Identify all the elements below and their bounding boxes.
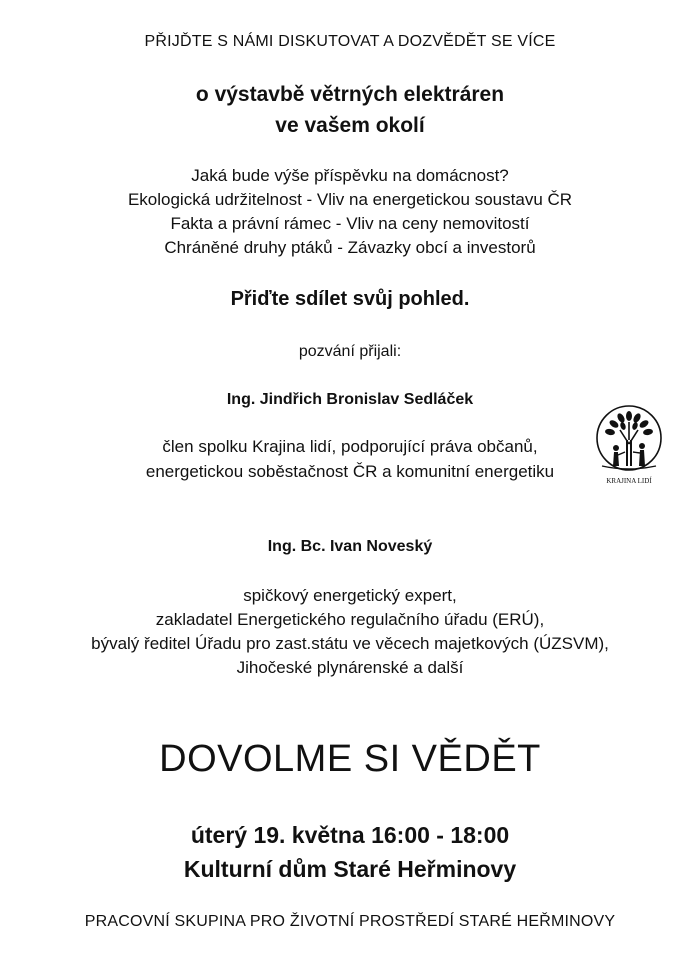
tree-people-icon	[594, 400, 664, 490]
call-to-action: Přiďte sdílet svůj pohled.	[230, 288, 470, 310]
topic-4: Chráněné druhy ptáků - Závazky obcí a investorů	[164, 238, 536, 257]
topic-2: Ekologická udržitelnost - Vliv na energetickou soustavu ČR	[127, 190, 573, 209]
event-date: úterý 19. května 16:00 - 18:00	[190, 822, 510, 848]
speaker2-desc-4: Jihočeské plynárenské a další	[236, 658, 464, 677]
invited-label: pozvání přijali:	[298, 343, 402, 360]
slogan: DOVOLME SI VĚDĚT	[159, 738, 541, 780]
krajina-lidi-logo	[594, 400, 664, 490]
invite-header: PŘIJĎTE S NÁMI DISKUTOVAT A DOZVĚDĚT SE VÍCE	[144, 33, 556, 50]
topic-3: Fakta a právní rámec - Vliv na ceny nemovitostí	[170, 214, 530, 233]
speaker2-desc-1: spičkový energetický expert,	[243, 586, 457, 605]
speaker2-desc-3: bývalý ředitel Úřadu pro zast.státu ve věcech majetkových (ÚZSVM),	[91, 634, 609, 653]
title-line-1: o výstavbě větrných elektráren	[195, 83, 505, 106]
logo-text: KRAJINA LIDÍ	[606, 477, 652, 485]
speaker2-name: Ing. Bc. Ivan Noveský	[267, 538, 433, 555]
speaker1-desc-2: energetickou soběstačnost ČR a komunitní energetiku	[145, 462, 555, 481]
title-line-2: ve vašem okolí	[275, 114, 425, 137]
speaker1-desc-1: člen spolku Krajina lidí, podporující práva občanů,	[162, 437, 538, 456]
footer-organizer: PRACOVNÍ SKUPINA PRO ŽIVOTNÍ PROSTŘEDÍ STARÉ HEŘMINOVY	[84, 913, 616, 930]
speaker2-desc-2: zakladatel Energetického regulačního úřadu (ERÚ),	[155, 610, 545, 629]
event-place: Kulturní dům Staré Heřminovy	[183, 856, 517, 882]
topic-1: Jaká bude výše příspěvku na domácnost?	[191, 166, 509, 185]
speaker1-name: Ing. Jindřich Bronislav Sedláček	[226, 391, 474, 408]
